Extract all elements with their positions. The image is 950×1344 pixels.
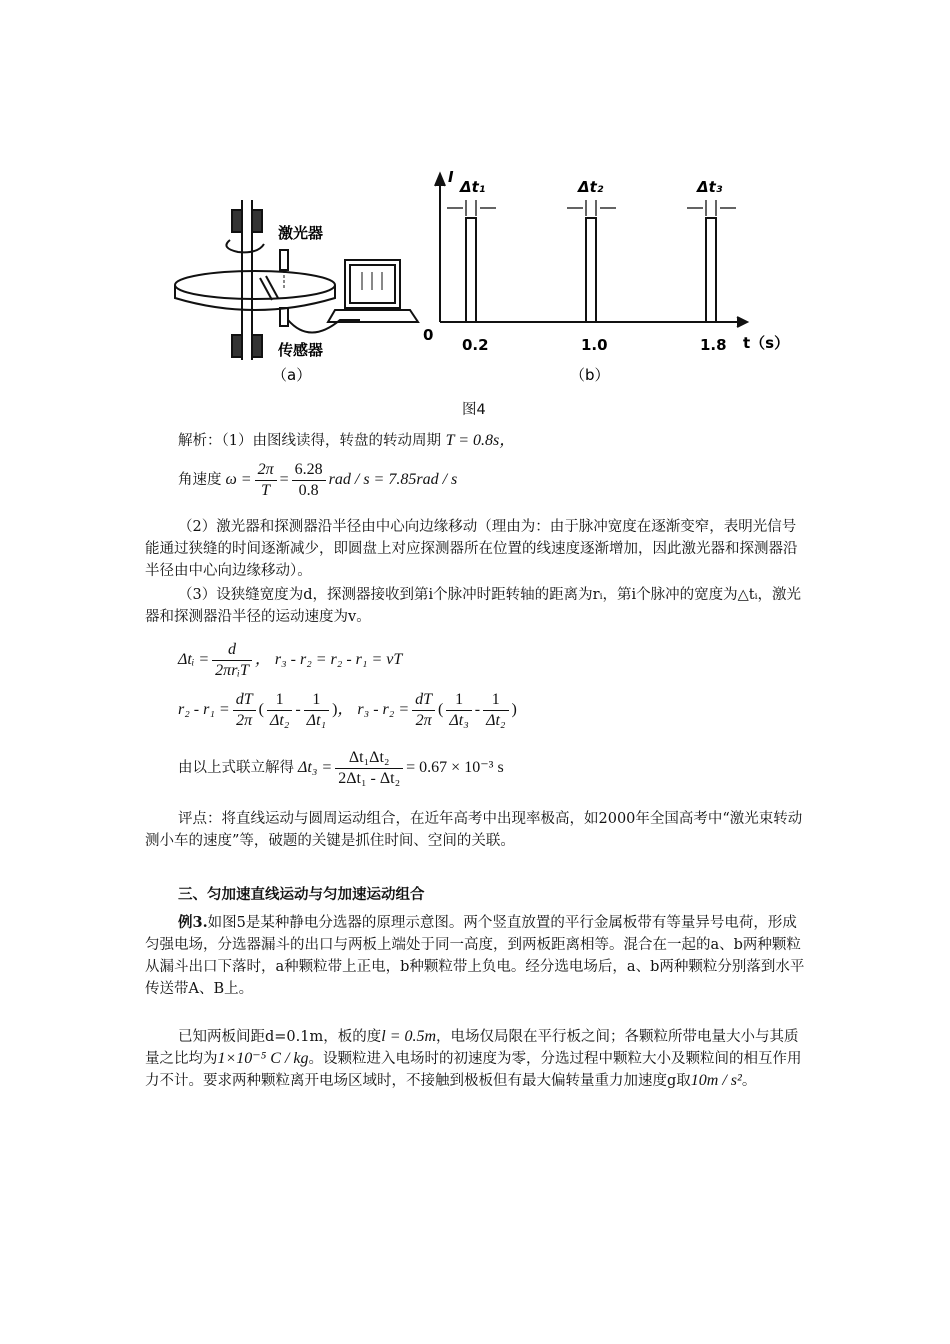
fraction: $\frac{dT}{2\pi}$ — [412, 690, 435, 731]
fraction: $\frac{d}{\text{2πrᵢT}}$ — [212, 640, 252, 681]
equation-2: r₂ - r₁ = $\frac{dT}{2\pi}$ ( $\frac{1}{\text{Δt₂}}$ - $\frac{1}{\text{Δt₁}}$ ) ， r₃ - r₂ = $\frac{dT}{2\pi}$ ( $\frac{1}{\text{Δt₃}}$ - $\frac{1}{\text{Δt₂}}$ ) — [178, 690, 517, 729]
tick-label: 1.8 — [700, 336, 727, 354]
comment-paragraph: 评点：将直线运动与圆周运动组合，在近年高考中出现率极高，如2000年全国高考中“激光束转动测小车的速度”等，破题的关键是抓住时间、空间的关联。 — [145, 811, 803, 849]
angular-velocity-equation: 角速度 ω = $\frac{2\pi}{T}$ = $\frac{6.28}{0.8}$ rad / s = 7.85rad / s — [178, 460, 458, 499]
fraction: $\frac{1}{\text{Δt₂}}$ — [483, 690, 508, 731]
fraction: $\frac{1}{\text{Δt₁}}$ — [304, 690, 329, 731]
dt-label: Δt₂ — [578, 178, 604, 196]
angular-velocity-result: rad / s = 7.85rad / s — [328, 471, 458, 488]
solution-line-1 — [178, 430, 515, 452]
solution-text: 解析：（1）由图线读得，转盘的转动周期 — [178, 433, 441, 449]
omega-symbol: ω = — [225, 471, 252, 488]
equation-3: 由以上式联立解得 Δt₃ = $\frac{\text{Δt₁Δt₂}}{\text{2Δt₁ - Δt₂}}$ = 0.67 × 10⁻³ s — [178, 748, 504, 787]
known-conditions-paragraph: 已知两板间距d=0.1m，板的度l = 0.5m，电场仅局限在平行板之间；各颗粒所带电量大小与其质量之比均为1×10⁻⁵ C / kg。设颗粒进入电场时的初速度为零，分选过程中颗粒大小及颗粒间的相互作用力不计。要求两种颗粒离开电场区域时，不接触到极板但有最大偏转量重力加速度g取10m / s²。 — [145, 1028, 802, 1089]
solution-para-2: （2）激光器和探测器沿半径由中心向边缘移动（理由为：由于脉冲宽度在逐渐变窄，表明光信号能通过狭缝的时间逐渐减少，即圆盘上对应探测器所在位置的线速度逐渐增加，因此激光器和探测器沿半径由中心向边缘移动）。 — [145, 519, 798, 579]
section-heading: 三、匀加速直线运动与匀加速运动组合 — [178, 887, 425, 903]
fraction: $\frac{2\pi}{T}$ — [255, 460, 277, 501]
equation-1: Δtᵢ = $\frac{d}{\text{2πrᵢT}}$ ， r₃ - r₂ = r₂ - r₁ = vT — [178, 640, 403, 679]
fraction: $\frac{1}{\text{Δt₃}}$ — [446, 690, 471, 731]
subfigure-a-label: （a） — [272, 366, 312, 384]
subfigure-b-label: （b） — [570, 366, 610, 384]
solution-para-3: （3）设狭缝宽度为d，探测器接收到第i个脉冲时距转轴的距离为rᵢ，第i个脉冲的宽度为△tᵢ，激光器和探测器沿半径的运动速度为v。 — [145, 587, 802, 625]
axis-x-label: t（s） — [743, 334, 790, 352]
example-paragraph — [145, 912, 808, 1000]
fraction: $\frac{\text{Δt₁Δt₂}}{\text{2Δt₁ - Δt₂}}$ — [335, 748, 403, 789]
figure-caption: 图4 — [462, 402, 486, 418]
pulse-plot — [435, 174, 747, 327]
fraction: $\frac{6.28}{0.8}$ — [292, 460, 326, 501]
sensor-label: 传感器 — [278, 341, 324, 359]
example-text: 如图5是某种静电分选器的原理示意图。两个竖直放置的平行金属板带有等量异号电荷，形成匀强电场，分选器漏斗的出口与两板上端处于同一高度，到两板距离相等。混合在一起的a、b两种颗粒从漏斗出口下落时，a种颗粒带上正电，b种颗粒带上负电。经分选电场后，a、b两种颗粒分别落到水平传送带A、B上。 — [145, 915, 805, 997]
laser-label: 激光器 — [278, 224, 324, 242]
period-equation: T = 0.8s， — [445, 432, 516, 449]
fraction: $\frac{1}{\text{Δt₂}}$ — [267, 690, 292, 731]
figure-4-illustration — [160, 160, 800, 395]
tick-label: 1.0 — [581, 336, 608, 354]
dt-label: Δt₃ — [697, 178, 723, 196]
fraction: $\frac{dT}{2\pi}$ — [233, 690, 256, 731]
dt-label: Δt₁ — [460, 178, 486, 196]
axis-y-label: I — [448, 168, 454, 186]
tick-label: 0.2 — [462, 336, 489, 354]
example-label: 例3. — [178, 914, 208, 931]
angular-velocity-label: 角速度 — [178, 472, 222, 488]
origin-label: 0 — [423, 326, 434, 344]
